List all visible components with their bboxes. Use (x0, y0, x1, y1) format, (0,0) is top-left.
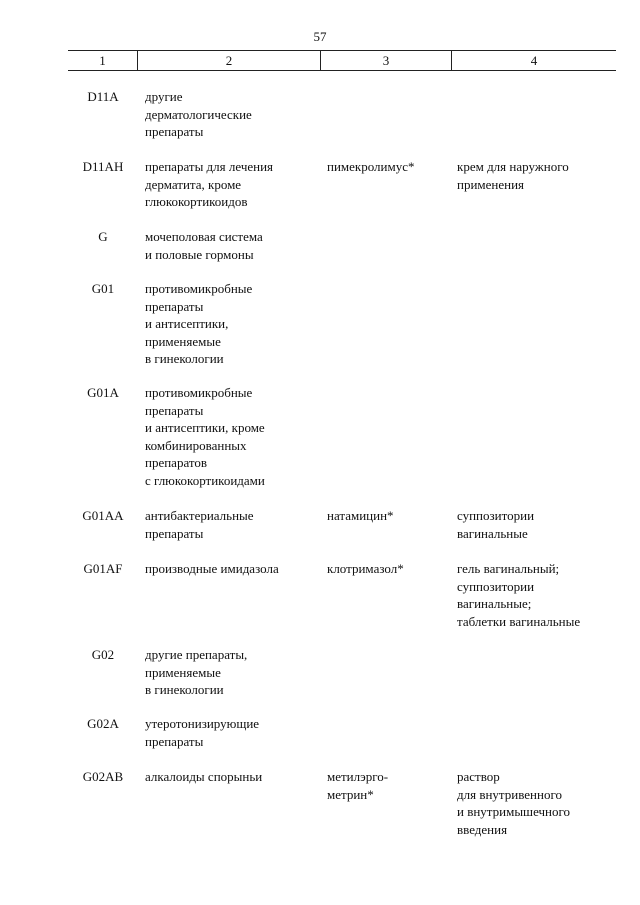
atc-code: G01 (91, 281, 115, 296)
drug-name: натамицин* (327, 508, 394, 523)
header-col-1: 1 (68, 51, 138, 70)
header-col-4: 4 (530, 53, 538, 68)
group-name: другие препараты, применяемые в гинекологии (145, 647, 248, 698)
atc-code: G02AB (82, 769, 124, 784)
atc-code: D11AH (82, 159, 124, 174)
atc-code: G01A (87, 385, 119, 400)
drug-name: пимекролимус* (327, 159, 415, 174)
atc-code: G02A (87, 716, 119, 731)
group-name: антибактериальные препараты (145, 508, 254, 541)
drug-name: клотримазол* (327, 561, 404, 576)
group-name: производные имидазола (145, 561, 279, 576)
dosage-form: раствор для внутривенного и внутримышечного введения (457, 769, 571, 837)
atc-code: G01AA (82, 508, 124, 523)
group-name: алкалоиды спорыньи (145, 769, 263, 784)
header-col-3: 3 (321, 51, 452, 70)
drug-name: метилэрго- метрин* (327, 769, 389, 802)
table-header (68, 50, 616, 71)
header-col-2: 2 (138, 51, 321, 70)
atc-code: G (98, 229, 108, 244)
group-name: препараты для лечения дерматита, кроме глюкокортикоидов (145, 159, 274, 210)
page-number: 57 (313, 29, 327, 44)
dosage-form: крем для наружного применения (457, 159, 569, 192)
group-name: мочеполовая система и половые гормоны (145, 229, 263, 262)
dosage-form: гель вагинальный; суппозитории вагинальные; таблетки вагинальные (457, 561, 581, 629)
dosage-form: суппозитории вагинальные (457, 508, 535, 541)
group-name: утеротонизирующие препараты (145, 716, 260, 749)
atc-code: G01AF (83, 561, 123, 576)
group-name: другие дерматологические препараты (145, 89, 252, 140)
group-name: противомикробные препараты и антисептики, кроме комбинированных препаратов с глюкокортикоидами (145, 385, 265, 488)
atc-code: G02 (91, 647, 115, 662)
group-name: противомикробные препараты и антисептики, применяемые в гинекологии (145, 281, 253, 367)
atc-code: D11A (87, 89, 119, 104)
